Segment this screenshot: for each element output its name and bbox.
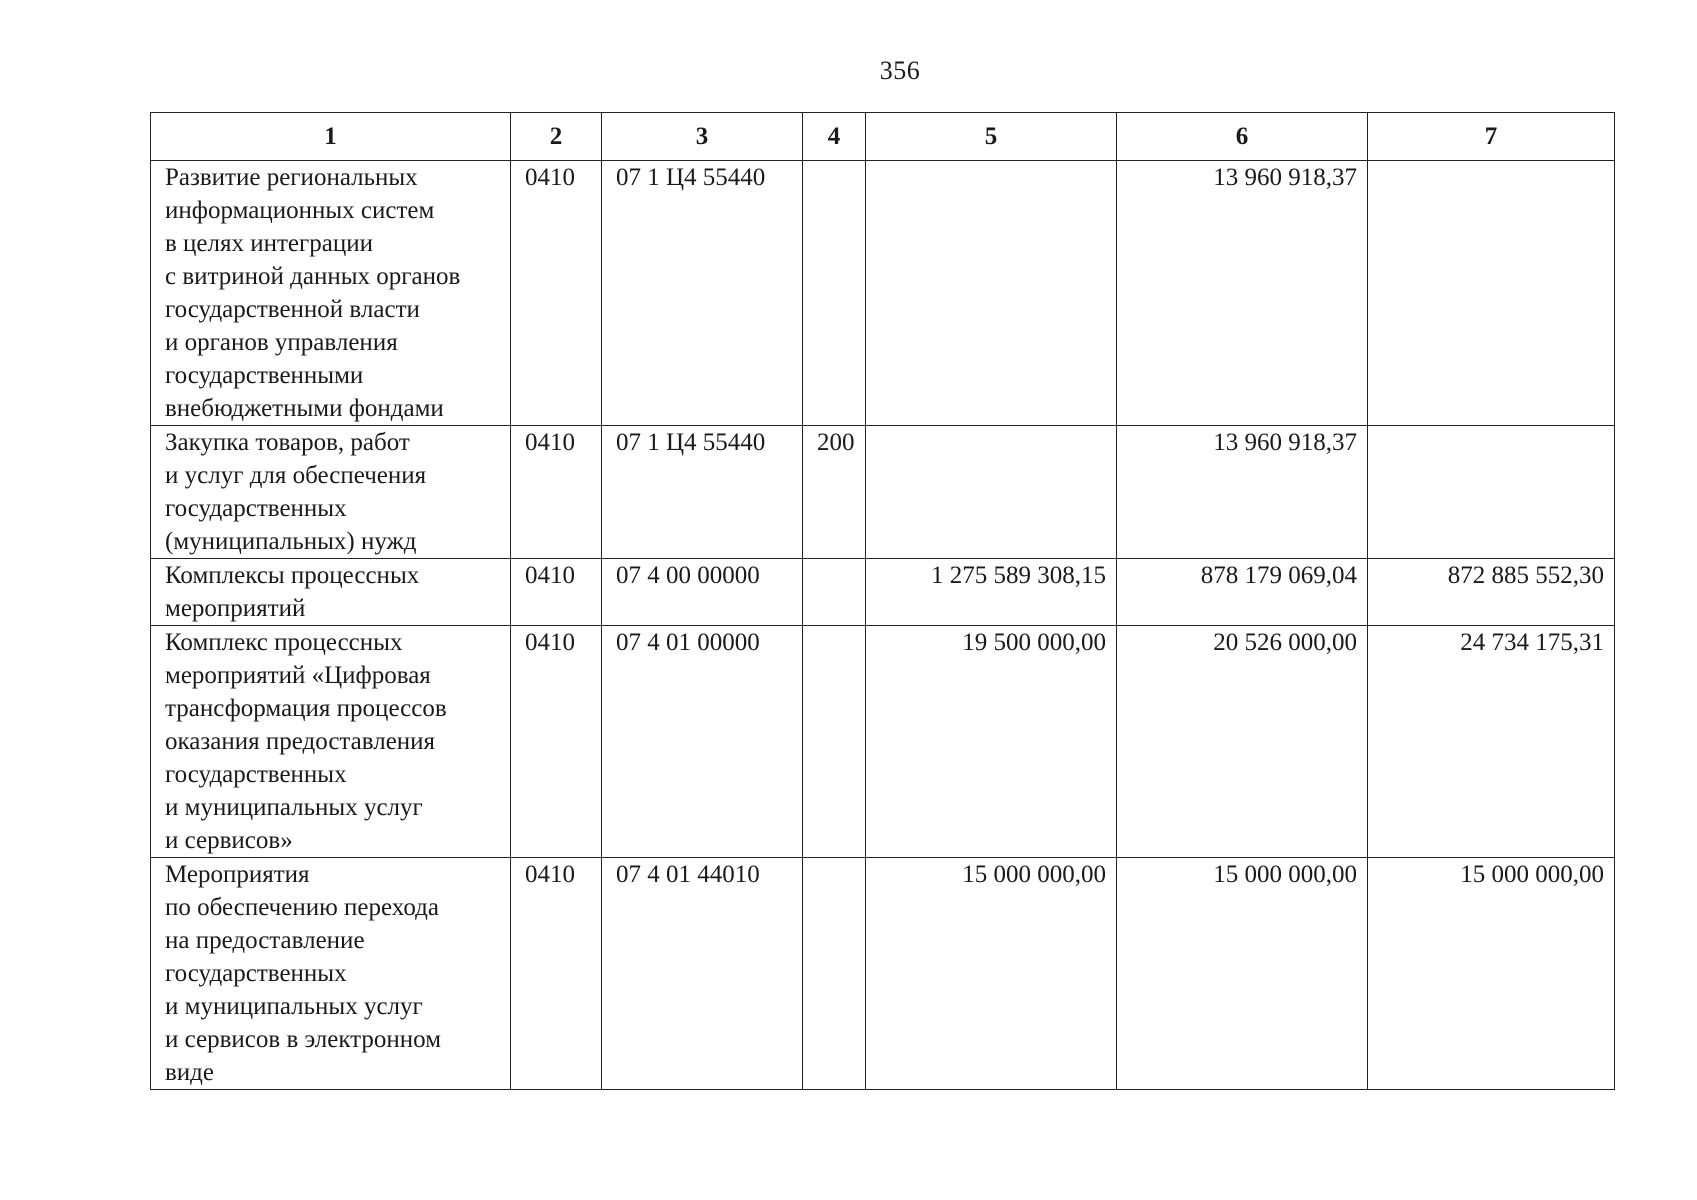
- row-name-line: государственных: [165, 761, 347, 788]
- row-name-line: мероприятий: [165, 595, 306, 622]
- row-name-line: Мероприятия: [165, 861, 310, 888]
- row-name-cell: [151, 426, 511, 559]
- target-code-cell: 07 1 Ц4 55440: [602, 161, 803, 426]
- row-name-line: Комплекс процессных: [165, 629, 403, 656]
- row-name-line: государственных: [165, 495, 347, 522]
- amount-col7-cell: 872 885 552,30: [1368, 559, 1615, 626]
- row-name-line: информационных систем: [165, 197, 435, 224]
- header-cell: 7: [1368, 113, 1615, 161]
- row-name-line: Комплексы процессных: [165, 562, 420, 589]
- header-row: [151, 113, 1615, 161]
- budget-table: [150, 112, 1615, 1090]
- section-code-cell: 0410: [511, 161, 602, 426]
- row-name-line: внебюджетными фондами: [165, 395, 444, 422]
- target-code-cell: 07 4 01 44010: [602, 858, 803, 1090]
- header-cell: 2: [511, 113, 602, 161]
- expense-type-cell: [803, 559, 866, 626]
- expense-type-cell: [803, 858, 866, 1090]
- table-row: [151, 858, 1615, 1090]
- table-row: [151, 559, 1615, 626]
- row-name-line: государственной власти: [165, 296, 420, 323]
- row-name-line: с витриной данных органов: [165, 263, 461, 290]
- table-body: [151, 161, 1615, 1090]
- row-name-line: и муниципальных услуг: [165, 794, 423, 821]
- row-name-line: по обеспечению перехода: [165, 894, 439, 921]
- row-name-line: и муниципальных услуг: [165, 993, 423, 1020]
- row-name-cell: [151, 559, 511, 626]
- page-number: 356: [879, 56, 921, 85]
- expense-type-cell: [803, 626, 866, 858]
- amount-col5-cell: [866, 426, 1117, 559]
- expense-type-cell: 200: [803, 426, 866, 559]
- target-code-cell: 07 4 01 00000: [602, 626, 803, 858]
- header-cell: 4: [803, 113, 866, 161]
- amount-col7-cell: 24 734 175,31: [1368, 626, 1615, 858]
- row-name-cell: [151, 858, 511, 1090]
- header-cell: 5: [866, 113, 1117, 161]
- row-name-line: и услуг для обеспечения: [165, 462, 427, 489]
- row-name-line: Развитие региональных: [165, 164, 418, 191]
- table-row: [151, 426, 1615, 559]
- section-code-cell: 0410: [511, 626, 602, 858]
- row-name-line: в целях интеграции: [165, 230, 374, 257]
- row-name-line: на предоставление: [165, 927, 365, 954]
- row-name-cell: [151, 626, 511, 858]
- row-name-line: и органов управления: [165, 329, 398, 356]
- row-name-cell: [151, 161, 511, 426]
- amount-col7-cell: [1368, 161, 1615, 426]
- section-code-cell: 0410: [511, 426, 602, 559]
- row-name-line: и сервисов»: [165, 827, 293, 854]
- row-name-line: Закупка товаров, работ: [165, 429, 410, 456]
- table-row: [151, 161, 1615, 426]
- amount-col6-cell: 878 179 069,04: [1117, 559, 1368, 626]
- section-code-cell: 0410: [511, 858, 602, 1090]
- target-code-cell: 07 4 00 00000: [602, 559, 803, 626]
- header-cell: 6: [1117, 113, 1368, 161]
- amount-col5-cell: [866, 161, 1117, 426]
- amount-col5-cell: 15 000 000,00: [866, 858, 1117, 1090]
- header-cell: 3: [602, 113, 803, 161]
- row-name-line: государственными: [165, 362, 364, 389]
- row-name-line: (муниципальных) нужд: [165, 528, 417, 555]
- row-name-line: оказания предоставления: [165, 728, 436, 755]
- header-cell: 1: [151, 113, 511, 161]
- amount-col6-cell: 13 960 918,37: [1117, 426, 1368, 559]
- row-name-line: трансформация процессов: [165, 695, 447, 722]
- amount-col7-cell: [1368, 426, 1615, 559]
- table-row: [151, 626, 1615, 858]
- section-code-cell: 0410: [511, 559, 602, 626]
- amount-col6-cell: 20 526 000,00: [1117, 626, 1368, 858]
- row-name-line: и сервисов в электронном: [165, 1026, 442, 1053]
- amount-col6-cell: 13 960 918,37: [1117, 161, 1368, 426]
- row-name-line: мероприятий «Цифровая: [165, 662, 431, 689]
- expense-type-cell: [803, 161, 866, 426]
- row-name-line: государственных: [165, 960, 347, 987]
- amount-col5-cell: 1 275 589 308,15: [866, 559, 1117, 626]
- amount-col7-cell: 15 000 000,00: [1368, 858, 1615, 1090]
- target-code-cell: 07 1 Ц4 55440: [602, 426, 803, 559]
- amount-col5-cell: 19 500 000,00: [866, 626, 1117, 858]
- amount-col6-cell: 15 000 000,00: [1117, 858, 1368, 1090]
- row-name-line: виде: [165, 1059, 214, 1086]
